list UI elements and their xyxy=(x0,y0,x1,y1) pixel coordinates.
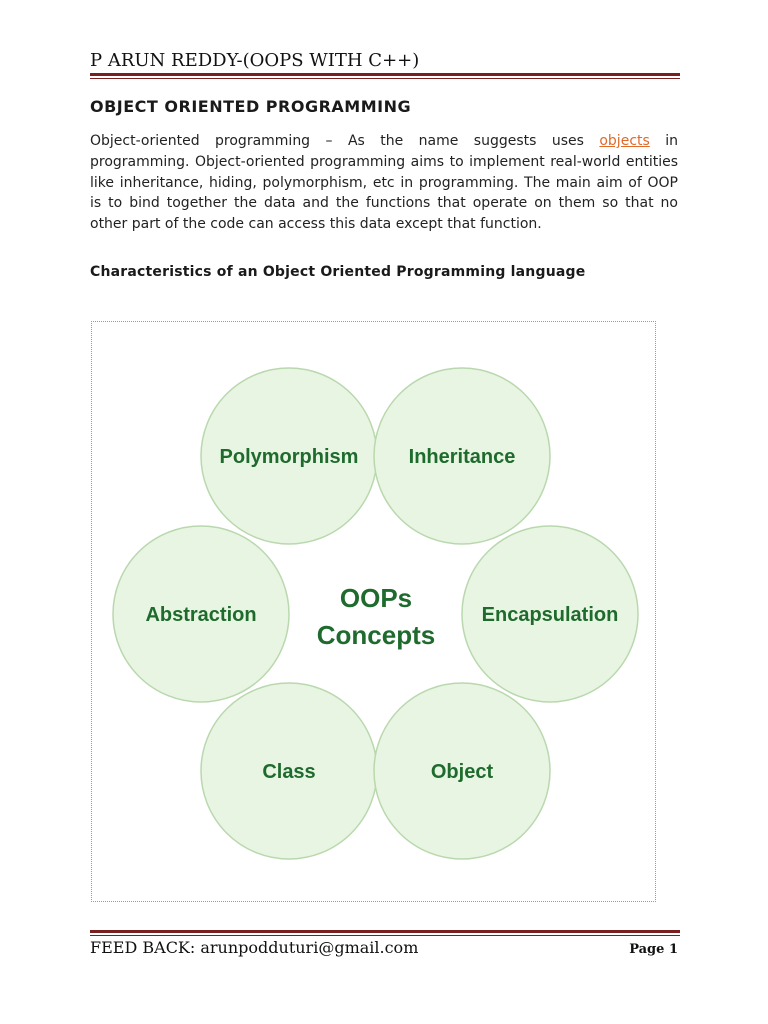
concept-label-encapsulation: Encapsulation xyxy=(481,604,619,626)
page-number: Page 1 xyxy=(629,942,678,957)
center-label-concepts: Concepts xyxy=(316,620,436,650)
paragraph-text-end: in programming. Object-oriented programming aims to implement real-world entities like inheritance, hiding, polymorphism, etc in programming. The main aim of OOP is to bind together the data and the functions that operate on them so that no other part of the code can access this data except that function. xyxy=(90,133,678,233)
characteristics-subheading: Characteristics of an Object Oriented Programming language xyxy=(90,264,586,280)
footer-rule-thick xyxy=(90,930,680,933)
feedback-email: FEED BACK: arunpodduturi@gmail.com xyxy=(90,938,419,957)
footer-rule-thin xyxy=(90,935,680,936)
concept-label-object: Object xyxy=(430,761,494,783)
oops-concepts-diagram xyxy=(91,321,656,902)
header-rule-thin xyxy=(90,78,680,79)
objects-link[interactable]: objects xyxy=(599,133,650,149)
intro-paragraph xyxy=(90,131,678,235)
concept-label-class: Class xyxy=(262,761,316,783)
diagram-svg xyxy=(92,322,657,903)
header-rule-thick xyxy=(90,73,680,76)
concept-label-polymorphism: Polymorphism xyxy=(219,446,359,468)
center-label-oops: OOPs xyxy=(339,583,413,613)
header-title: P ARUN REDDY-(OOPS WITH C++) xyxy=(90,50,420,71)
paragraph-text-start: Object-oriented programming – As the name suggests uses xyxy=(90,133,600,149)
concept-label-abstraction: Abstraction xyxy=(145,604,257,626)
concept-label-inheritance: Inheritance xyxy=(408,446,516,468)
section-heading: OBJECT ORIENTED PROGRAMMING xyxy=(90,97,412,116)
